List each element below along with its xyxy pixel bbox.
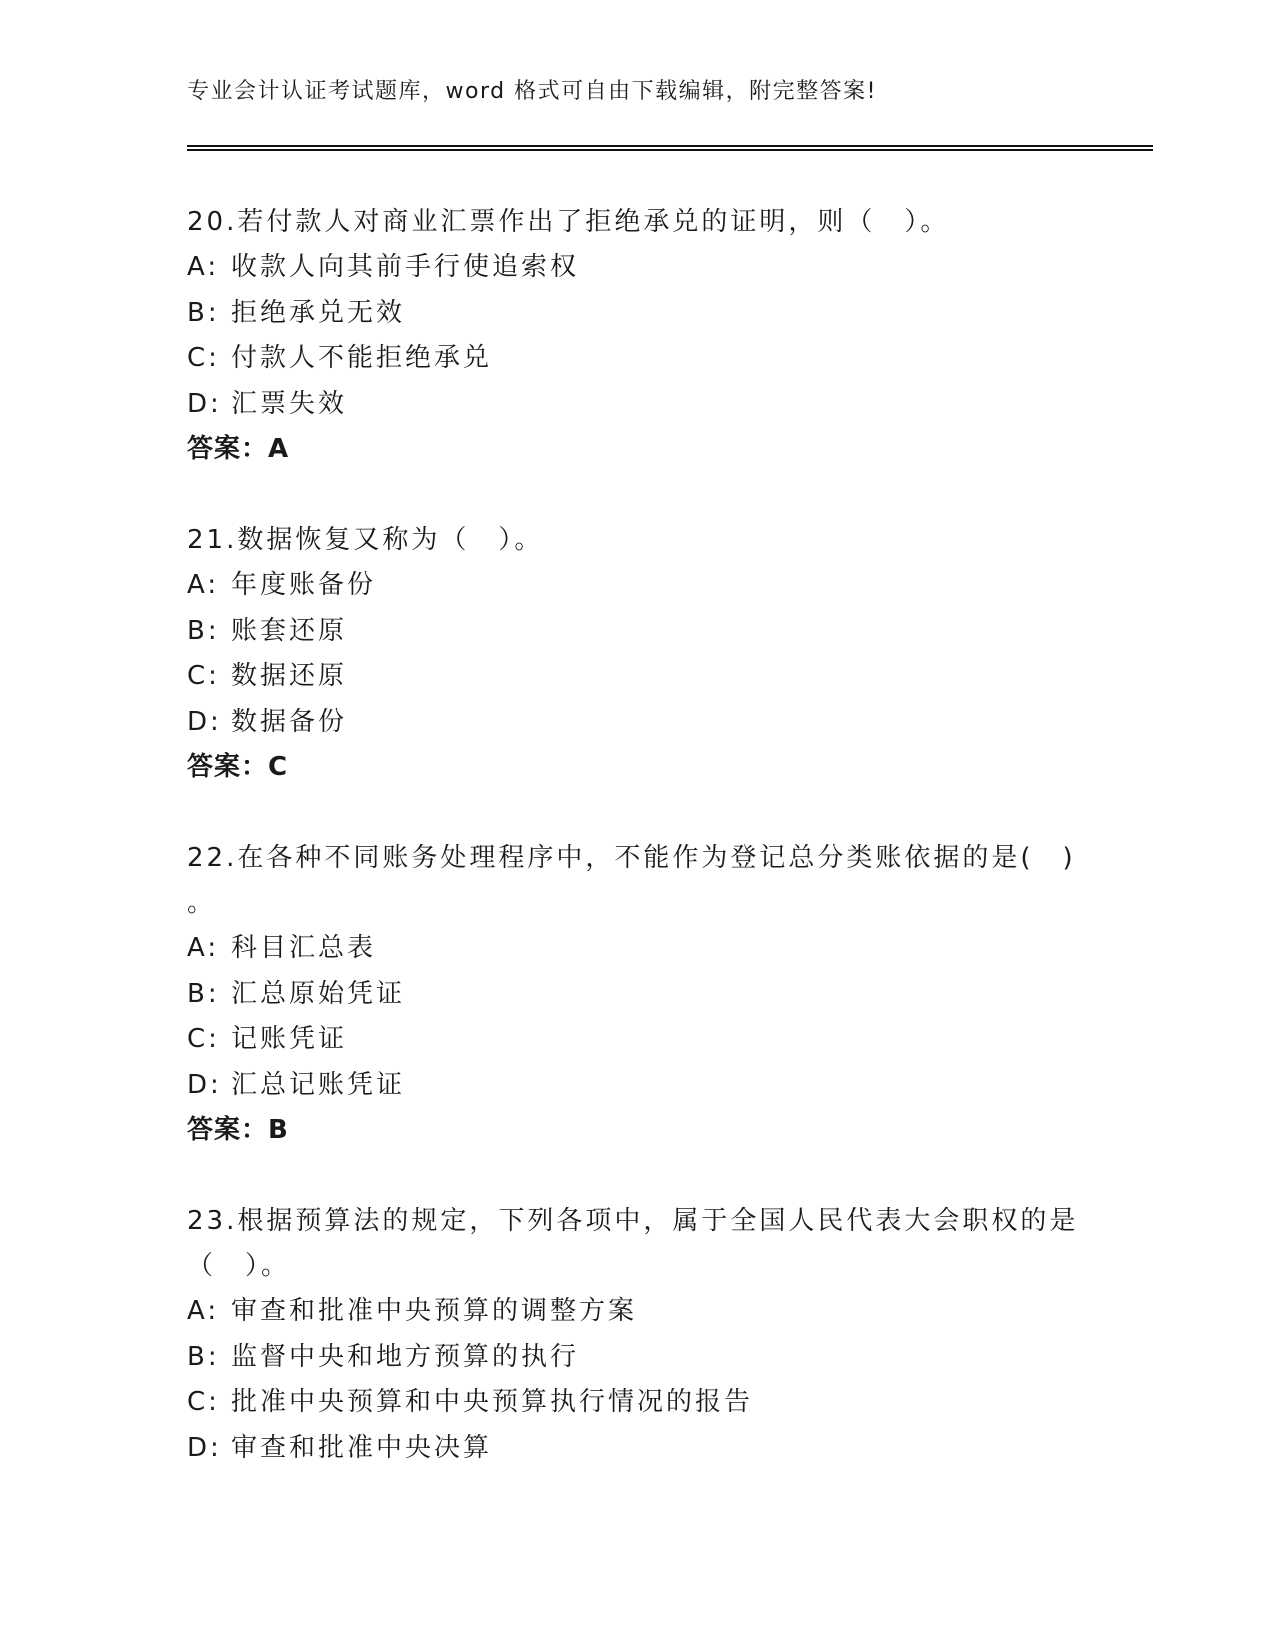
option-c — [187, 1380, 1087, 1426]
option-text: 数据还原 — [231, 661, 348, 691]
option-key: B: — [187, 615, 220, 646]
answer-line: 答案：A — [187, 434, 290, 464]
option-a — [187, 563, 1087, 609]
answer-line: 答案：B — [187, 1115, 289, 1145]
option-key: C: — [187, 661, 220, 691]
question-stem: 21.数据恢复又称为（ ）。 — [187, 525, 544, 555]
option-text: 付款人不能拒绝承兑 — [231, 343, 493, 373]
option-c — [187, 336, 1087, 382]
option-text: 汇总记账凭证 — [231, 1069, 406, 1100]
option-text: 记账凭证 — [231, 1024, 348, 1054]
option-text: 拒绝承兑无效 — [231, 297, 406, 328]
option-a — [187, 1289, 1087, 1335]
option-text: 数据备份 — [231, 706, 348, 737]
option-key: D: — [187, 388, 222, 419]
option-text: 审查和批准中央预算的调整方案 — [231, 1296, 638, 1326]
question-stem: 22.在各种不同账务处理程序中，不能作为登记总分类账依据的是( ) — [187, 843, 1076, 873]
option-key: A: — [187, 933, 220, 963]
option-d — [187, 700, 1087, 746]
option-b — [187, 972, 1087, 1018]
option-text: 年度账备份 — [231, 570, 377, 600]
option-key: B: — [187, 1341, 220, 1372]
option-d — [187, 1063, 1087, 1109]
option-key: A: — [187, 252, 220, 282]
option-text: 审查和批准中央决算 — [231, 1432, 493, 1463]
option-key: C: — [187, 1024, 220, 1054]
option-text: 汇票失效 — [231, 388, 348, 419]
option-key: B: — [187, 297, 220, 328]
option-c — [187, 1017, 1087, 1063]
option-key: D: — [187, 1432, 222, 1463]
option-text: 收款人向其前手行使追索权 — [231, 252, 580, 282]
header-double-rule — [187, 145, 1153, 151]
option-key: A: — [187, 570, 220, 600]
question-23 — [187, 1199, 1087, 1471]
page-header-text: 专业会计认证考试题库，word 格式可自由下载编辑，附完整答案! — [187, 79, 877, 104]
question-stem: 20.若付款人对商业汇票作出了拒绝承兑的证明，则（ ）。 — [187, 207, 950, 237]
question-stem-continued: 。 — [187, 888, 217, 918]
question-21 — [187, 518, 1087, 790]
option-b — [187, 1335, 1087, 1381]
answer-line: 答案：C — [187, 752, 289, 782]
question-stem-continued: （ ）。 — [187, 1251, 291, 1281]
option-a — [187, 926, 1087, 972]
option-d — [187, 1426, 1087, 1472]
option-text: 批准中央预算和中央预算执行情况的报告 — [231, 1387, 754, 1417]
question-list — [187, 200, 1087, 1517]
option-text: 科目汇总表 — [231, 933, 377, 963]
option-b — [187, 609, 1087, 655]
option-key: A: — [187, 1296, 220, 1326]
option-key: B: — [187, 978, 220, 1009]
option-d — [187, 382, 1087, 428]
option-key: C: — [187, 343, 220, 373]
option-text: 监督中央和地方预算的执行 — [231, 1341, 580, 1372]
option-key: C: — [187, 1387, 220, 1417]
question-stem: 23.根据预算法的规定，下列各项中，属于全国人民代表大会职权的是 — [187, 1206, 1079, 1236]
option-a — [187, 245, 1087, 291]
option-text: 账套还原 — [231, 615, 348, 646]
question-20 — [187, 200, 1087, 472]
question-22 — [187, 836, 1087, 1153]
option-text: 汇总原始凭证 — [231, 978, 406, 1009]
option-key: D: — [187, 1069, 222, 1100]
option-b — [187, 291, 1087, 337]
option-key: D: — [187, 706, 222, 737]
option-c — [187, 654, 1087, 700]
